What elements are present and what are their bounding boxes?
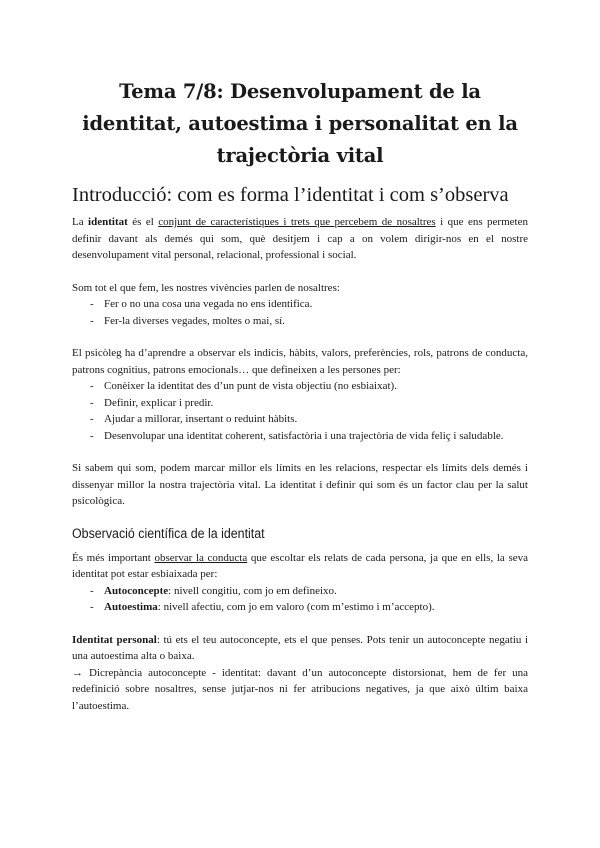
section-heading-observacio: Observació científica de la identitat — [72, 525, 265, 541]
text-run: És més important — [72, 551, 155, 564]
document-title: Tema 7/8: Desenvolupament de la identitat, autoestima i personalitat en la trajectòria vital — [82, 80, 518, 167]
list-biases — [72, 583, 528, 616]
list-vivencies — [72, 296, 528, 329]
paragraph-identitat-definition — [72, 214, 528, 264]
paragraph-identitat-personal — [72, 632, 528, 665]
list-item: - Fer o no una cosa una vegada no ens identifica. — [90, 296, 528, 313]
text-run: i que ens permeten definir davant als demés qui som, què desitjem i cap a on volem dirigir-nos en el nostre desenvolupament vital personal, relacional, professional i social. — [72, 216, 528, 261]
text-run: és el — [127, 216, 159, 228]
text-run: : tú ets el teu autoconcepte, ets el que penses. Pots tenir un autoconcepte negatiu i una autoestima alta o baixa. — [72, 633, 529, 662]
text-run: : nivell afectiu, com jo em valoro (com m’estimo i m’accepto). — [157, 601, 435, 613]
list-item — [90, 583, 528, 600]
bold-term-identitat-personal: Identitat personal — [72, 633, 157, 646]
paragraph-limits: Si sabem qui som, podem marcar millor els límits en les relacions, respectar els límits dels demés i dissenyar millor la nostra trajectòria vital. La identitat i definir qui som és un factor clau per la salut psicològica. — [72, 462, 528, 507]
bold-term: Autoestima — [104, 601, 158, 613]
list-item: - Desenvolupar una identitat coherent, satisfactòria i una trajectòria de vida feliç i saludable. — [90, 428, 528, 445]
paragraph-psicoleg: El psicòleg ha d’aprendre a observar els indicis, hàbits, valors, preferències, rols, patrons de conducta, patrons cognitius, patrons emocionals… que defineixen a les persones per: — [72, 347, 528, 376]
paragraph-vivencies: Som tot el que fem, les nostres vivències parlen de nosaltres: — [72, 281, 340, 294]
bold-term: Autoconcepte — [104, 584, 169, 597]
text-run: que escoltar els relats de cada persona, ja que en ells, la seva identitat pot estar esbiaixada per: — [72, 551, 528, 580]
list-item: - Definir, explicar i predir. — [90, 395, 528, 412]
underlined-phrase: observar la conducta — [154, 551, 248, 564]
list-item: - Fer-la diverses vegades, moltes o mai, sí. — [90, 313, 528, 330]
list-item: - Ajudar a millorar, insertant o reduint hàbits. — [90, 411, 528, 428]
list-item: - Conèixer la identitat des d’un punt de vista objectiu (no esbiaixat). — [90, 378, 528, 395]
underlined-phrase: conjunt de característiques i trets que percebem de nosaltres — [158, 216, 436, 228]
section-heading-introduccio: Introducció: com es forma l’identitat i com s’observa — [72, 184, 509, 206]
paragraph-discrepancia: → Dicrepància autoconcepte - identitat: davant d’un autoconcepte distorsionat, hem de fer una redefinició sobre nosaltres, sense jutjar-nos ni fer atribucions negatives, ja que això últim baixa l’autoestima. — [72, 666, 528, 712]
list-objectives — [72, 378, 528, 444]
bold-term-identitat: identitat — [88, 216, 128, 228]
text-run: La — [72, 216, 89, 228]
text-run: : nivell congitiu, com jo em defineixo. — [168, 584, 337, 597]
list-item — [90, 599, 528, 616]
paragraph-observar-conducta — [72, 550, 528, 583]
